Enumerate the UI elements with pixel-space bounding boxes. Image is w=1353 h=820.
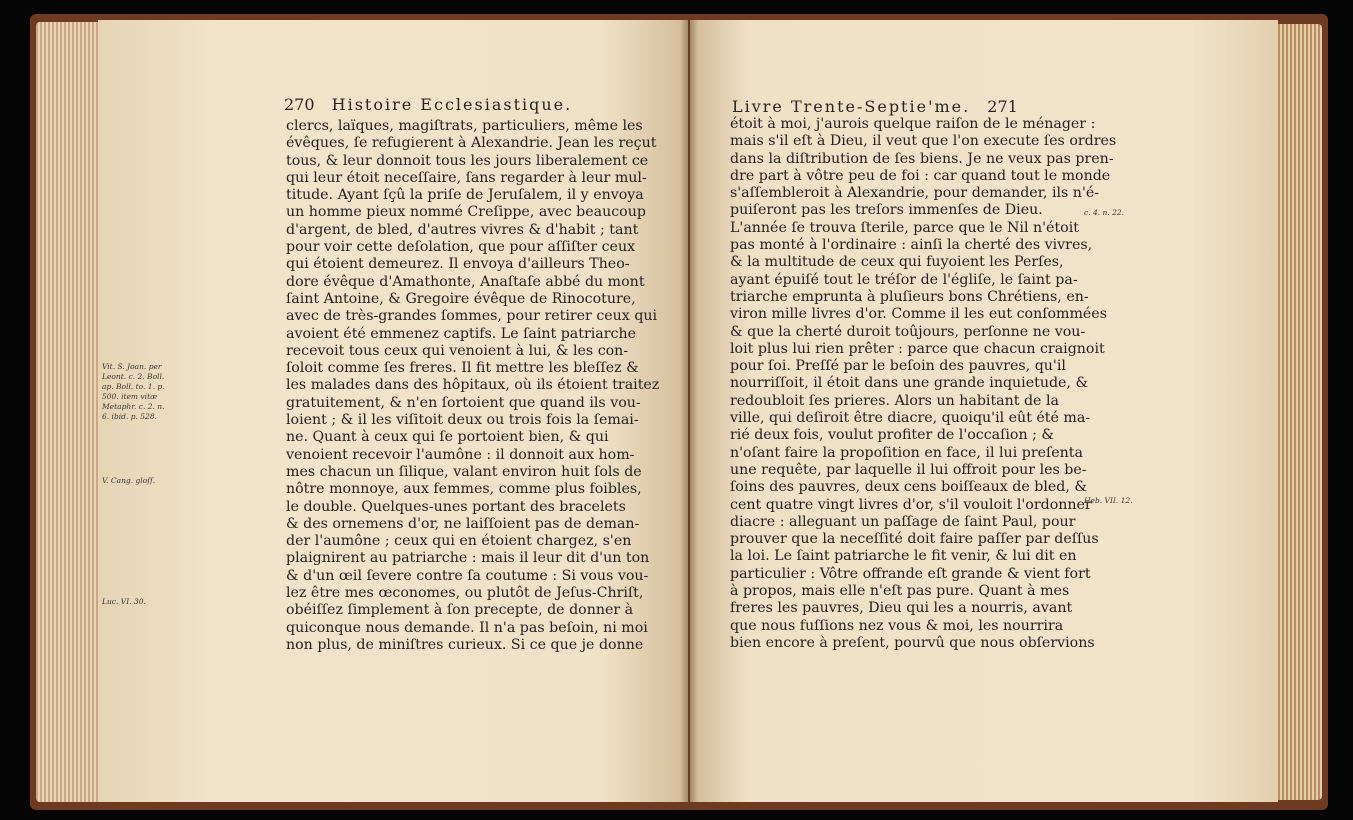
text-line: d'argent, de bled, d'autres vivres & d'habit ; tant bbox=[286, 221, 639, 238]
left-running-header bbox=[274, 95, 572, 114]
text-line: dre part à vôtre peu de foi : car quand tout le monde bbox=[730, 167, 1111, 184]
text-line: ſoins des pauvres, deux cens boiſſeaux de bled, & bbox=[730, 479, 1087, 496]
text-line: loit plus lui rien prêter : parce que chacun craignoit bbox=[730, 340, 1105, 357]
text-line: & des ornemens d'or, ne laiſſoient pas de deman- bbox=[286, 515, 640, 532]
margin-note-line: Luc. VI. 30. bbox=[102, 597, 146, 606]
text-line: quiconque nous demande. Il n'a pas beſoin, ni moi bbox=[286, 619, 648, 636]
text-line: ville, qui deſiroit être diacre, quoiqu'il eût été ma- bbox=[730, 410, 1091, 427]
text-line: s'aſſembleroit à Alexandrie, pour demander, ils n'é- bbox=[730, 185, 1100, 202]
text-line: mais s'il eſt à Dieu, il veut que l'on execute ſes ordres bbox=[730, 133, 1117, 150]
text-line: venoient recevoir l'aumône : il donnoit aux hom- bbox=[286, 446, 635, 463]
right-running-title: Livre Trente-Septie'me. bbox=[732, 97, 971, 116]
left-page-number: 270 bbox=[284, 95, 315, 114]
text-line: pas monté à l'ordinaire : ainſi la cherté des vivres, bbox=[730, 237, 1093, 254]
text-line: prouver que la neceſſité doit faire paſſer par deſſus bbox=[730, 531, 1099, 548]
left-running-title: Histoire Ecclesiastique. bbox=[331, 95, 573, 114]
text-line: à propos, mais elle n'eſt pas pure. Quant à mes bbox=[730, 583, 1070, 600]
left-margin-note-2 bbox=[102, 476, 155, 486]
text-line: nôtre monnoye, aux femmes, comme plus foibles, bbox=[286, 481, 642, 498]
text-line: gratuitement, & n'en ſortoient que quand ils vou- bbox=[286, 394, 641, 411]
text-line: ne. Quant à ceux qui ſe portoient bien, & qui bbox=[286, 429, 609, 446]
margin-note-line: 6. ibid. p. 528. bbox=[102, 412, 157, 421]
text-line: mes chacun un ſilique, valant environ huit ſols de bbox=[286, 463, 642, 480]
margin-note-line: Heb. VII. 12. bbox=[1084, 496, 1133, 505]
text-line: nourriſſoit, il étoit dans une grande inquietude, & bbox=[730, 375, 1089, 392]
text-line: redoubloit ſes prieres. Alors un habitant de la bbox=[730, 392, 1059, 409]
right-page bbox=[690, 20, 1278, 802]
text-line: que nous fuſſions nez vous & moi, les nourrira bbox=[730, 617, 1064, 634]
text-line: titude. Ayant ſçû la priſe de Jeruſalem, il y envoya bbox=[286, 187, 644, 204]
text-line: & d'un œil ſevere contre ſa coutume : Si vous vou- bbox=[286, 567, 649, 584]
right-margin-note-2 bbox=[1084, 496, 1133, 506]
right-running-header bbox=[732, 97, 1028, 116]
text-line: évêques, ſe refugierent à Alexandrie. Jean les reçut bbox=[286, 135, 657, 152]
text-line: loient ; & il les viſitoit deux ou trois fois la ſemai- bbox=[286, 412, 639, 429]
text-line: lez être mes œconomes, ou plutôt de Jeſus-Chriſt, bbox=[286, 585, 644, 602]
text-line: der l'aumône ; ceux qui en étoient chargez, s'en bbox=[286, 533, 632, 550]
text-line: rié deux fois, voulut profiter de l'occaſion ; & bbox=[730, 427, 1055, 444]
margin-note-line: ap. Boll. to. 1. p. bbox=[102, 382, 165, 391]
text-line: avoient été emmenez captifs. Le ſaint patriarche bbox=[286, 325, 636, 342]
right-page-number: 271 bbox=[987, 97, 1018, 116]
text-line: un homme pieux nommé Creſippe, avec beaucoup bbox=[286, 204, 646, 221]
text-line: recevoit tous ceux qui venoient à lui, & les con- bbox=[286, 342, 629, 359]
margin-note-line: Leont. c. 2. Boll. bbox=[102, 372, 165, 381]
text-line: viron mille livres d'or. Comme il les eut conſommées bbox=[730, 306, 1107, 323]
text-line: n'oſant faire la propoſition en face, il lui preſenta bbox=[730, 444, 1083, 461]
text-line: étoit à moi, j'aurois quelque raiſon de le ménager : bbox=[730, 116, 1096, 132]
right-page-edges bbox=[1276, 24, 1322, 800]
right-body-text bbox=[730, 116, 1116, 652]
text-line: puiſeront pas les treſors immenſes de Dieu. bbox=[730, 202, 1043, 219]
text-line: tous, & leur donnoit tous les jours liberalement ce bbox=[286, 152, 649, 169]
text-line: dans la diſtribution de ſes biens. Je ne veux pas pren- bbox=[730, 150, 1114, 167]
text-line: ayant épuiſé tout le tréſor de l'égliſe, le ſaint pa- bbox=[730, 271, 1078, 288]
text-line: & que la cherté duroit toûjours, perſonne ne vou- bbox=[730, 323, 1086, 340]
text-line: particulier : Vôtre offrande eſt grande & vient fort bbox=[730, 565, 1091, 582]
text-line: une requête, par laquelle il lui offroit pour les be- bbox=[730, 461, 1087, 478]
text-line: pour voir cette deſolation, que pour aſſiſter ceux bbox=[286, 239, 636, 256]
text-line: plaignirent au patriarche : mais il leur dit d'un ton bbox=[286, 550, 650, 567]
text-line: freres les pauvres, Dieu qui les a nourris, avant bbox=[730, 600, 1073, 617]
text-line: non plus, de miniſtres curieux. Si ce que je donne bbox=[286, 636, 644, 653]
left-page bbox=[98, 20, 688, 802]
text-line: ſoloit comme ſes freres. Il fit mettre les bleſſez & bbox=[286, 360, 639, 377]
text-line: la loi. Le ſaint patriarche le fit venir, & lui dit en bbox=[730, 548, 1077, 565]
text-line: L'année ſe trouva ſterile, parce que le Nil n'étoit bbox=[730, 219, 1079, 236]
margin-note-line: Vit. S. Joan. per bbox=[102, 362, 162, 371]
text-line: & la multitude de ceux qui fuyoient les Perſes, bbox=[730, 254, 1064, 271]
text-line: dore évêque d'Amathonte, Anaſtaſe abbé du mont bbox=[286, 273, 645, 290]
text-line: ſaint Antoine, & Gregoire évêque de Rinocoture, bbox=[286, 290, 636, 307]
text-line: le double. Quelques-unes portant des bracelets bbox=[286, 498, 626, 515]
left-page-edges bbox=[36, 22, 102, 802]
margin-note-line: Metaphr. c. 2. n. bbox=[102, 402, 165, 411]
text-line: qui leur étoit neceſſaire, ſans regarder à leur mul- bbox=[286, 169, 647, 186]
margin-note-line: 500. item vitæ bbox=[102, 392, 158, 401]
right-margin-note-1 bbox=[1084, 208, 1124, 218]
left-margin-note-3 bbox=[102, 597, 146, 607]
left-body-text bbox=[286, 118, 659, 654]
text-line: diacre : alleguant un paſſage de ſaint Paul, pour bbox=[730, 513, 1076, 530]
left-margin-note-1 bbox=[102, 362, 165, 422]
text-line: cent quatre vingt livres d'or, s'il vouloit l'ordonner bbox=[730, 496, 1092, 513]
text-line: qui étoient demeurez. Il envoya d'ailleurs Theo- bbox=[286, 256, 630, 273]
margin-note-line: V. Cang. gloſſ. bbox=[102, 476, 156, 485]
margin-note-line: c. 4. n. 22. bbox=[1084, 208, 1125, 217]
book-gutter bbox=[680, 20, 698, 802]
text-line: pour ſoi. Preſſé par le beſoin des pauvres, qu'il bbox=[730, 358, 1066, 375]
text-line: obéiſſez ſimplement à ſon precepte, de donner à bbox=[286, 602, 634, 619]
text-line: bien encore à preſent, pourvû que nous obſervions bbox=[730, 634, 1095, 651]
text-line: avec de très-grandes ſommes, pour retirer ceux qui bbox=[286, 308, 658, 325]
text-line: les malades dans des hôpitaux, où ils étoient traitez bbox=[286, 377, 660, 394]
text-line: triarche emprunta à pluſieurs bons Chrétiens, en- bbox=[730, 288, 1089, 305]
text-line: clercs, laïques, magiſtrats, particuliers, même les bbox=[286, 118, 643, 134]
